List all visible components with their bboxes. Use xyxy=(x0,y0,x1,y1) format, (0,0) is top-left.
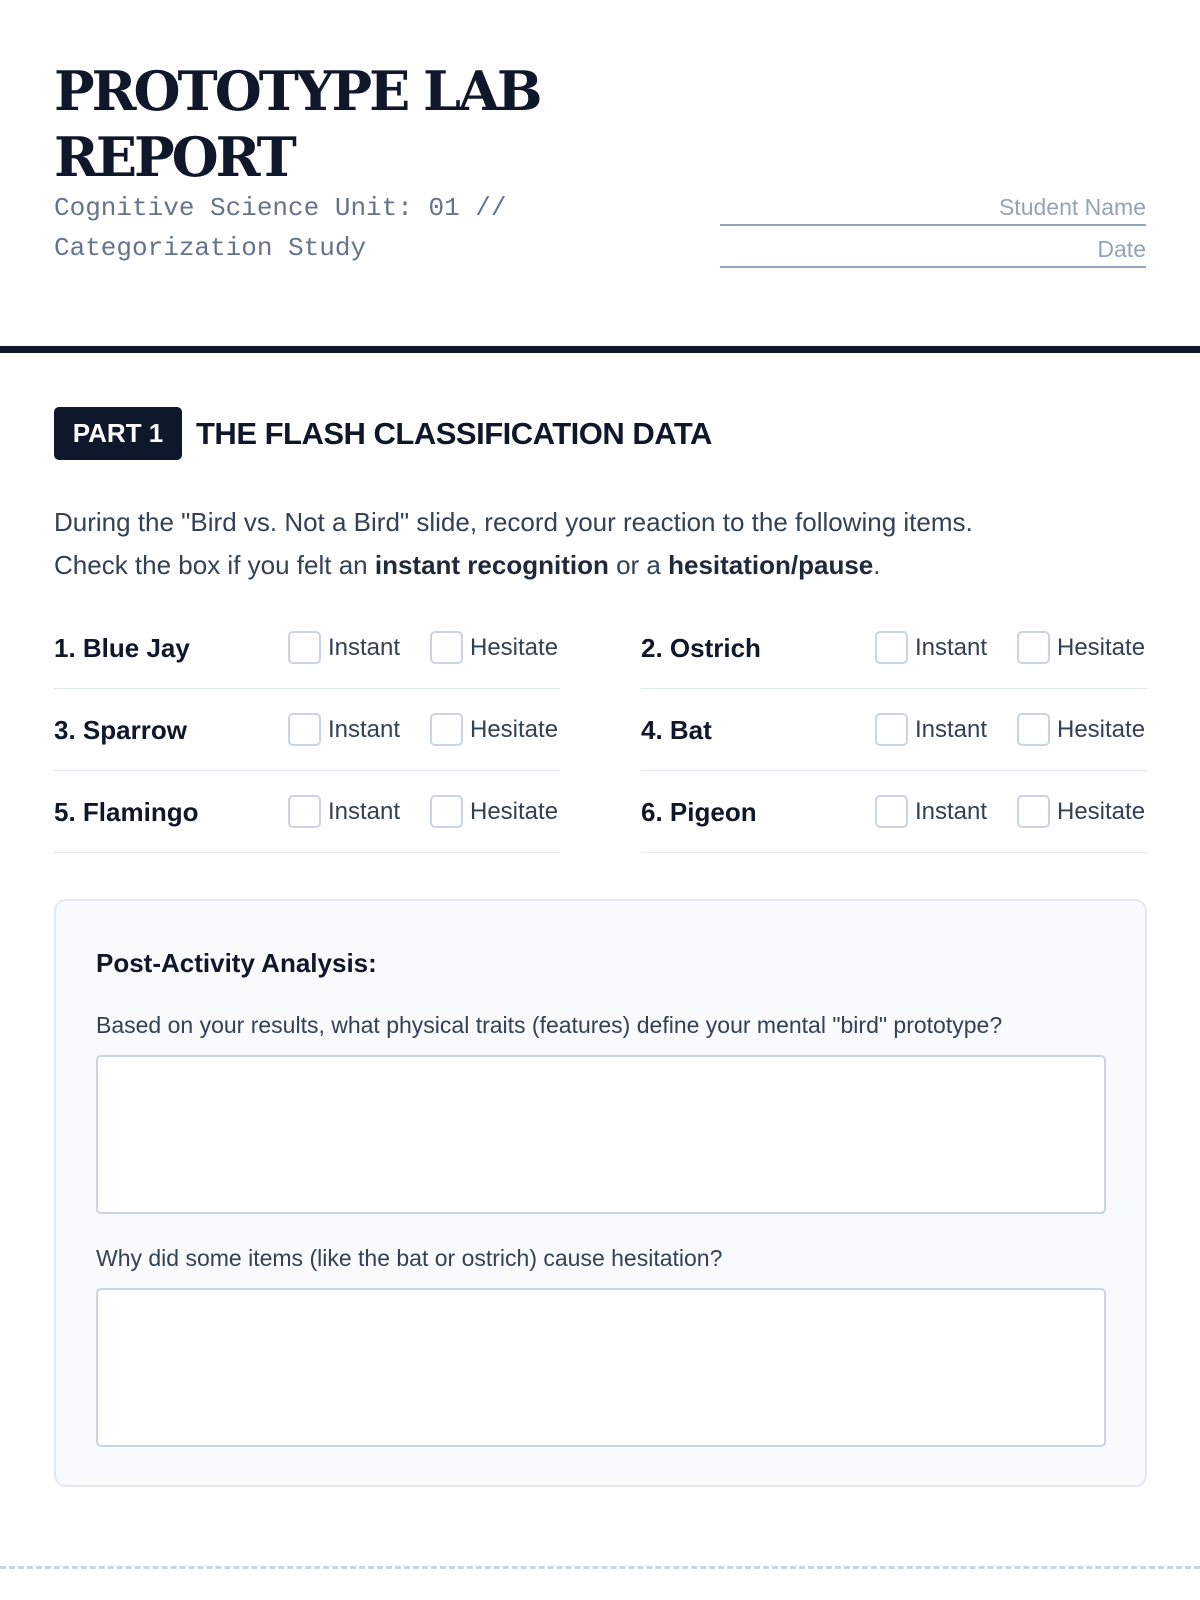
hesitate-checkbox[interactable] xyxy=(1017,795,1050,828)
instructions-emphasis-hesitation: hesitation/pause xyxy=(668,550,874,580)
instructions-text: . xyxy=(873,550,881,580)
hesitate-checkbox[interactable] xyxy=(1017,713,1050,746)
question-1-answer-area[interactable] xyxy=(96,1055,1106,1214)
instructions-line-1: During the "Bird vs. Not a Bird" slide, record your reaction to the following items. xyxy=(54,507,973,537)
instant-label: Instant xyxy=(328,716,401,743)
report-header xyxy=(0,0,1200,354)
instant-label: Instant xyxy=(915,798,988,825)
header-divider xyxy=(0,346,1200,353)
date-field[interactable]: Date xyxy=(720,232,1146,268)
item-label: 5. Flamingo xyxy=(54,797,199,827)
classification-item xyxy=(641,771,1147,853)
classification-item xyxy=(641,689,1147,771)
hesitate-label: Hesitate xyxy=(470,634,559,661)
classification-item xyxy=(54,607,560,689)
instant-checkbox[interactable] xyxy=(875,631,908,664)
instant-label: Instant xyxy=(915,634,988,661)
item-label: 3. Sparrow xyxy=(54,715,187,745)
classification-item xyxy=(54,771,560,853)
item-label: 2. Ostrich xyxy=(641,633,761,663)
hesitate-label: Hesitate xyxy=(470,798,559,825)
cut-line-divider xyxy=(0,1566,1200,1569)
instant-checkbox[interactable] xyxy=(288,631,321,664)
instant-checkbox[interactable] xyxy=(288,795,321,828)
instant-checkbox[interactable] xyxy=(288,713,321,746)
report-subtitle: Cognitive Science Unit: 01 // Categorization Study xyxy=(54,193,507,263)
hesitate-checkbox[interactable] xyxy=(430,631,463,664)
hesitate-label: Hesitate xyxy=(1057,716,1146,743)
instant-checkbox[interactable] xyxy=(875,795,908,828)
hesitate-label: Hesitate xyxy=(1057,634,1146,661)
hesitate-checkbox[interactable] xyxy=(1017,631,1050,664)
item-label: 4. Bat xyxy=(641,715,712,745)
instant-label: Instant xyxy=(915,716,988,743)
analysis-panel xyxy=(54,899,1147,1487)
instructions-text: Check the box if you felt an xyxy=(54,550,375,580)
analysis-title: Post-Activity Analysis: xyxy=(96,948,377,978)
instructions-line-2 xyxy=(54,544,1154,587)
part-title: THE FLASH CLASSIFICATION DATA xyxy=(196,416,712,451)
item-label: 6. Pigeon xyxy=(641,797,757,827)
question-1-label: Based on your results, what physical traits (features) define your mental "bird" prototype? xyxy=(96,1012,1003,1038)
instant-checkbox[interactable] xyxy=(875,713,908,746)
question-2-label: Why did some items (like the bat or ostrich) cause hesitation? xyxy=(96,1245,723,1271)
hesitate-checkbox[interactable] xyxy=(430,795,463,828)
classification-item xyxy=(641,607,1147,689)
instructions-emphasis-instant: instant recognition xyxy=(374,550,609,580)
instant-label: Instant xyxy=(328,634,401,661)
instructions xyxy=(54,501,1154,587)
hesitate-label: Hesitate xyxy=(1057,798,1146,825)
classification-item xyxy=(54,689,560,771)
instant-label: Instant xyxy=(328,798,401,825)
report-title: PROTOTYPE LAB REPORT xyxy=(54,59,540,189)
instructions-text: or a xyxy=(608,550,669,580)
hesitate-checkbox[interactable] xyxy=(430,713,463,746)
part-badge: PART 1 xyxy=(54,407,182,460)
question-2-answer-area[interactable] xyxy=(96,1288,1106,1447)
hesitate-label: Hesitate xyxy=(470,716,559,743)
student-name-field[interactable]: Student Name xyxy=(720,190,1146,226)
item-label: 1. Blue Jay xyxy=(54,633,190,663)
